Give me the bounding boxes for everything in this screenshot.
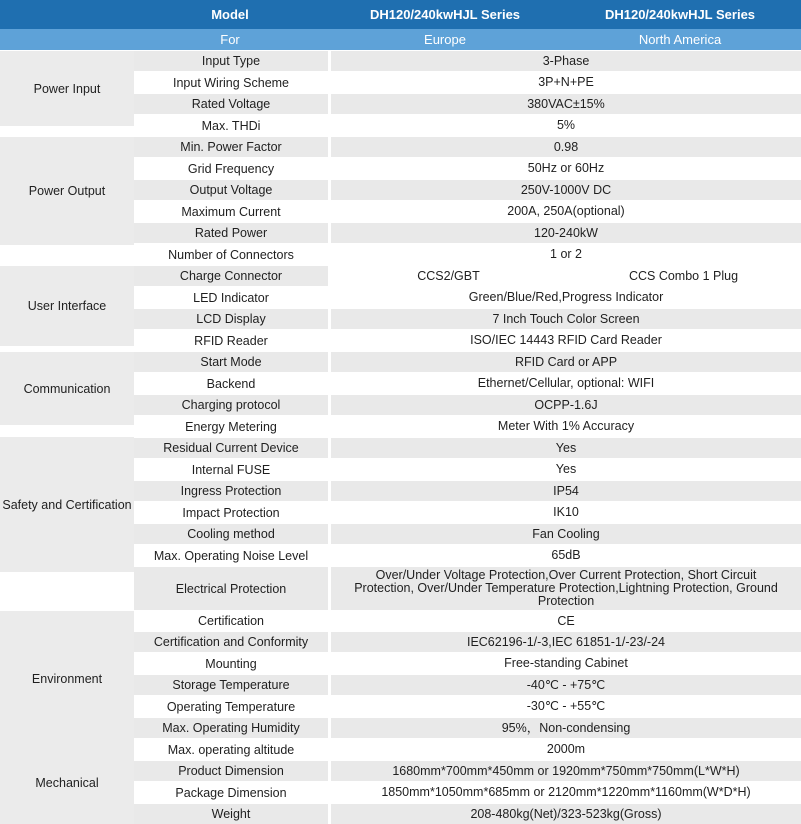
spec-label: Internal FUSE xyxy=(134,459,328,480)
header-model-row xyxy=(0,0,801,29)
spec-row xyxy=(134,653,801,674)
spec-label: Start Mode xyxy=(134,352,328,372)
model-europe: DH120/240kwHJL Series xyxy=(369,7,521,22)
spec-value: 95%，Non-condensing xyxy=(331,718,801,738)
for-europe: Europe xyxy=(424,32,466,47)
spec-label: Rated Power xyxy=(134,223,328,243)
spec-label: Min. Power Factor xyxy=(134,137,328,157)
spec-label: Grid Frequency xyxy=(134,158,328,179)
spec-row xyxy=(134,718,801,738)
spec-value: -40℃ - +75℃ xyxy=(331,675,801,695)
spec-row xyxy=(134,675,801,695)
spec-label: Max. Operating Humidity xyxy=(134,718,328,738)
spec-value: Meter With 1% Accuracy xyxy=(331,416,801,437)
spec-row xyxy=(134,502,801,523)
spec-value-europe: CCS2/GBT xyxy=(417,269,480,283)
spec-value: 1680mm*700mm*450mm or 1920mm*750mm*750mm(L*W*H) xyxy=(331,761,801,781)
spec-value: IK10 xyxy=(331,502,801,523)
spec-label: Charge Connector xyxy=(134,266,328,286)
spec-row xyxy=(134,158,801,179)
spec-row xyxy=(134,201,801,222)
spec-label: Ingress Protection xyxy=(134,481,328,501)
spec-row xyxy=(134,611,801,631)
spec-value: 208-480kg(Net)/323-523kg(Gross) xyxy=(331,804,801,824)
spec-label: Certification and Conformity xyxy=(134,632,328,652)
spec-label: Max. operating altitude xyxy=(134,739,328,760)
category-communication: Communication xyxy=(0,352,134,425)
spec-value: 120-240kW xyxy=(331,223,801,243)
spec-label: LED Indicator xyxy=(134,287,328,308)
spec-label: Operating Temperature xyxy=(134,696,328,717)
spec-row xyxy=(134,373,801,394)
spec-value-north-america: CCS Combo 1 Plug xyxy=(628,269,739,283)
spec-row xyxy=(134,481,801,501)
spec-row xyxy=(134,72,801,93)
spec-value: 3-Phase xyxy=(331,51,801,71)
spec-row xyxy=(134,266,801,286)
spec-row xyxy=(134,137,801,157)
spec-value: 1850mm*1050mm*685mm or 2120mm*1220mm*1160mm(W*D*H) xyxy=(331,782,801,803)
spec-row xyxy=(134,309,801,329)
spec-value: Free-standing Cabinet xyxy=(331,653,801,674)
category-user-interface: User Interface xyxy=(0,266,134,346)
spec-label: Package Dimension xyxy=(134,782,328,803)
spec-row xyxy=(134,524,801,544)
category-environment: Environment xyxy=(0,611,134,747)
spec-row xyxy=(134,395,801,415)
spec-value: 250V-1000V DC xyxy=(331,180,801,200)
spec-value: 1 or 2 xyxy=(331,244,801,265)
spec-label: Number of Connectors xyxy=(134,244,328,265)
spec-row xyxy=(134,545,801,566)
spec-row xyxy=(134,696,801,717)
spec-value: IEC62196-1/-3,IEC 61851-1/-23/-24 xyxy=(331,632,801,652)
spec-row xyxy=(134,438,801,458)
spec-value: 0.98 xyxy=(331,137,801,157)
model-north-america: DH120/240kwHJL Series xyxy=(604,7,756,22)
spec-row xyxy=(134,330,801,351)
spec-value: IP54 xyxy=(331,481,801,501)
category-power-input: Power Input xyxy=(0,51,134,126)
spec-label: RFID Reader xyxy=(134,330,328,351)
spec-label: Residual Current Device xyxy=(134,438,328,458)
spec-row xyxy=(134,782,801,803)
spec-row xyxy=(134,804,801,824)
spec-value: 200A, 250A(optional) xyxy=(331,201,801,222)
spec-row xyxy=(134,352,801,372)
for-label: For xyxy=(220,32,240,47)
spec-row xyxy=(134,180,801,200)
spec-value: Green/Blue/Red,Progress Indicator xyxy=(331,287,801,308)
spec-label: Impact Protection xyxy=(134,502,328,523)
spec-row xyxy=(134,632,801,652)
spec-value-split xyxy=(331,266,801,286)
spec-value: ISO/IEC 14443 RFID Card Reader xyxy=(331,330,801,351)
spec-value: 3P+N+PE xyxy=(331,72,801,93)
header-for-row xyxy=(0,29,801,50)
spec-value: Yes xyxy=(331,438,801,458)
spec-value: Ethernet/Cellular, optional: WIFI xyxy=(331,373,801,394)
spec-label: Storage Temperature xyxy=(134,675,328,695)
spec-value: 5% xyxy=(331,115,801,136)
spec-label: Output Voltage xyxy=(134,180,328,200)
spec-row xyxy=(134,223,801,243)
spec-value: 7 Inch Touch Color Screen xyxy=(331,309,801,329)
model-label: Model xyxy=(211,7,249,22)
spec-row xyxy=(134,51,801,71)
spec-label: Maximum Current xyxy=(134,201,328,222)
spec-label: Rated Voltage xyxy=(134,94,328,114)
spec-label: Max. Operating Noise Level xyxy=(134,545,328,566)
for-north-america: North America xyxy=(638,32,722,47)
spec-value: 380VAC±15% xyxy=(331,94,801,114)
spec-row xyxy=(134,416,801,437)
spec-label: Mounting xyxy=(134,653,328,674)
spec-value: Yes xyxy=(331,459,801,480)
spec-label: Max. THDi xyxy=(134,115,328,136)
spec-row xyxy=(134,115,801,136)
category-safety-certification: Safety and Certification xyxy=(0,437,134,572)
spec-label: Certification xyxy=(134,611,328,631)
spec-label: Input Wiring Scheme xyxy=(134,72,328,93)
spec-label: Backend xyxy=(134,373,328,394)
spec-label: Input Type xyxy=(134,51,328,71)
spec-label: Cooling method xyxy=(134,524,328,544)
spec-value: 50Hz or 60Hz xyxy=(331,158,801,179)
spec-label: Product Dimension xyxy=(134,761,328,781)
spec-row xyxy=(134,761,801,781)
spec-row xyxy=(134,287,801,308)
spec-value: 65dB xyxy=(331,545,801,566)
spec-row xyxy=(134,459,801,480)
spec-row xyxy=(134,244,801,265)
spec-label: Weight xyxy=(134,804,328,824)
spec-row xyxy=(134,94,801,114)
spec-label: LCD Display xyxy=(134,309,328,329)
spec-value: RFID Card or APP xyxy=(331,352,801,372)
spec-value: -30℃ - +55℃ xyxy=(331,696,801,717)
category-mechanical: Mechanical xyxy=(0,741,134,824)
spec-label: Electrical Protection xyxy=(134,567,328,610)
spec-label: Charging protocol xyxy=(134,395,328,415)
spec-row xyxy=(134,567,801,610)
spec-value: Over/Under Voltage Protection,Over Current Protection, Short Circuit Protection, Over/Under Temperature Protection,Lightning Protection, Ground Protection xyxy=(331,567,801,610)
category-power-output: Power Output xyxy=(0,137,134,245)
spec-label: Energy Metering xyxy=(134,416,328,437)
spec-value: OCPP-1.6J xyxy=(331,395,801,415)
spec-value: 2000m xyxy=(331,739,801,760)
spec-row xyxy=(134,739,801,760)
spec-value: CE xyxy=(331,611,801,631)
spec-value: Fan Cooling xyxy=(331,524,801,544)
